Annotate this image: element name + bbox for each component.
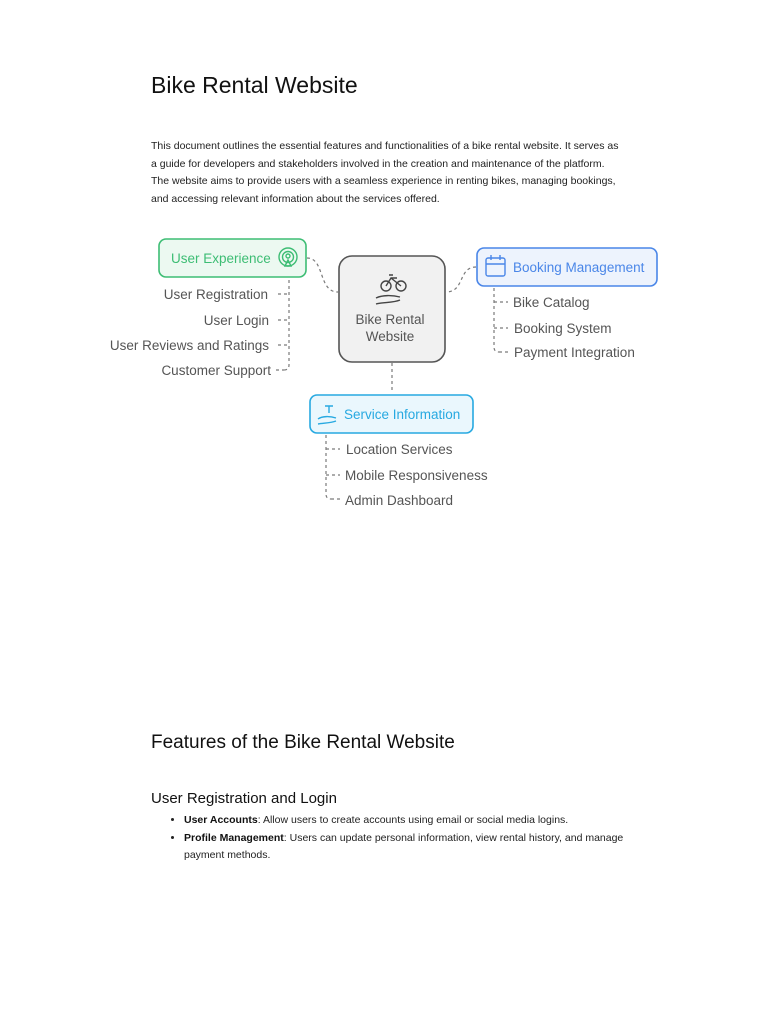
center-node [339, 256, 445, 362]
booking-management-item: Payment Integration [514, 345, 635, 360]
user-experience-item: User Registration [163, 287, 268, 302]
connector-booking-management [446, 267, 476, 292]
bracket-service-information [326, 435, 331, 499]
bullet-text: : Allow users to create accounts using email or social media logins. [257, 814, 569, 826]
booking-management-item: Booking System [514, 321, 612, 336]
list-item [184, 812, 634, 830]
service-information-item: Admin Dashboard [345, 493, 454, 508]
list-item [184, 830, 634, 865]
service-information-label: Service Information [344, 407, 461, 422]
intro-paragraph: This document outlines the essential features and functionalities of a bike rental website. It serves as a guide for developers and stakeholders involved in the creation and maintenance of the platform. The website aims to provide users with a seamless experience in renting bikes, managing bookings, and accessing relevant information about the services offered. [151, 140, 619, 205]
user-experience-label: User Experience [171, 251, 271, 266]
bullet-term: User Accounts [184, 814, 258, 826]
center-node-label-line2: Website [365, 329, 415, 344]
user-experience-item: Customer Support [161, 363, 271, 378]
center-node-label-line1: Bike Rental [355, 312, 425, 327]
user-experience-item: User Login [203, 313, 269, 328]
bullet-text: : Users can update personal information, view rental history, and manage payment methods. [184, 831, 624, 861]
bracket-booking-management [494, 288, 499, 352]
mind-map-diagram [0, 225, 768, 525]
booking-management-item: Bike Catalog [513, 295, 590, 310]
booking-management-label: Booking Management [513, 260, 645, 275]
service-information-item: Mobile Responsiveness [345, 468, 488, 483]
feature-bullet-list [166, 812, 634, 865]
service-information-item: Location Services [346, 442, 453, 457]
section-heading: User Registration and Login [151, 790, 337, 807]
user-experience-item: User Reviews and Ratings [109, 338, 269, 353]
bullet-term: Profile Management [184, 831, 284, 844]
page-title: Bike Rental Website [151, 72, 358, 98]
connector-user-experience [307, 258, 338, 292]
features-heading: Features of the Bike Rental Website [151, 732, 455, 753]
